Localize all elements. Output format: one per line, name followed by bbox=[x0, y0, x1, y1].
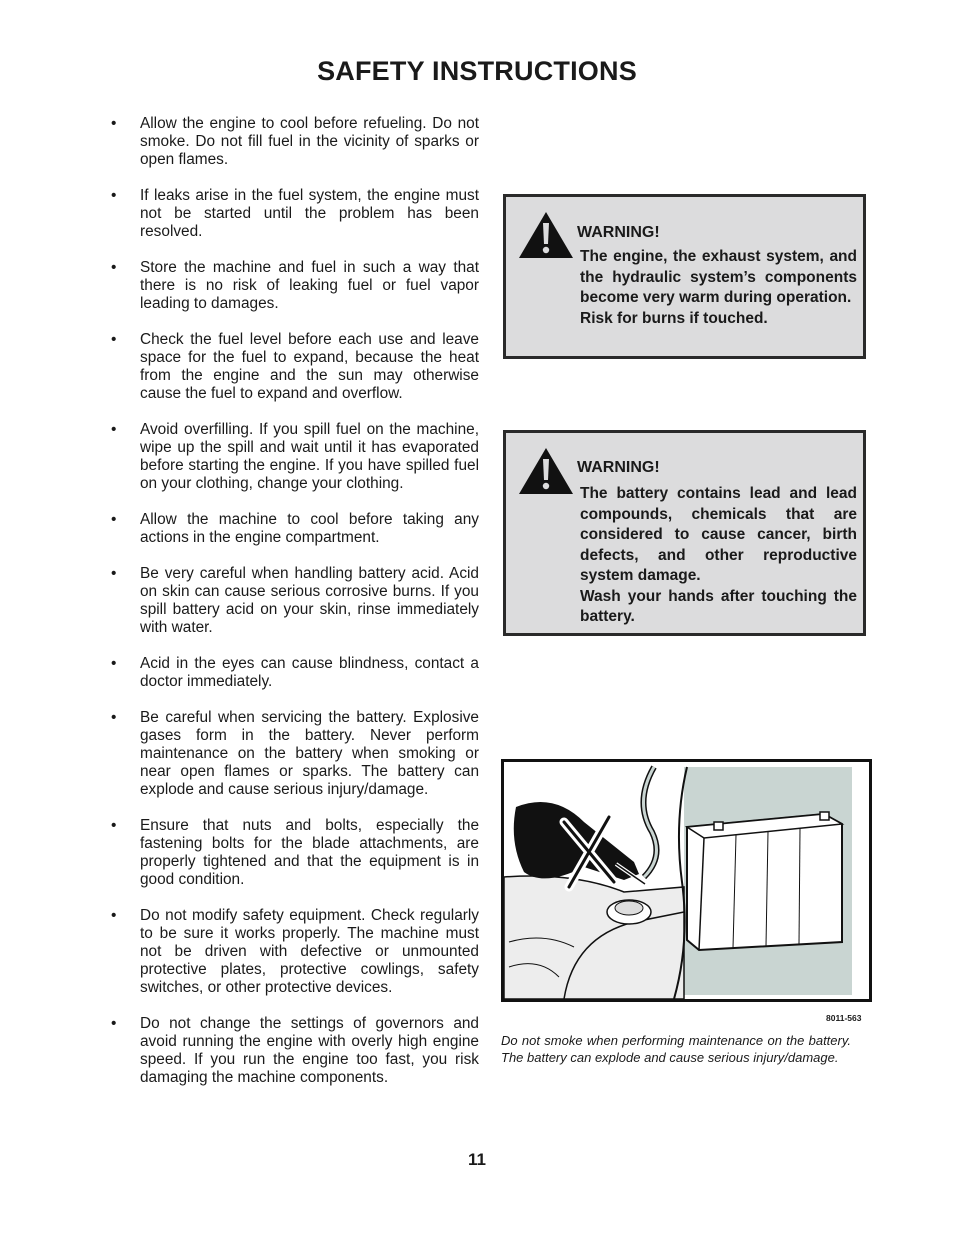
bullet-item bbox=[109, 655, 479, 691]
bullet-text: Check the fuel level before each use and leave space for the fuel to expand, because the heat from the engine and the sun may otherwise cause the fuel to expand and overflow. bbox=[140, 331, 479, 402]
page-title: SAFETY INSTRUCTIONS bbox=[317, 56, 637, 86]
bullet-item bbox=[109, 565, 479, 637]
bullet-text: Avoid overfilling. If you spill fuel on the machine, wipe up the spill and wait until it has evaporated before starting the engine. If you have spilled fuel on your clothing, change your clothing. bbox=[140, 421, 479, 492]
warning-heading: WARNING! bbox=[577, 224, 660, 241]
bullet-item bbox=[109, 421, 479, 493]
bullet-item bbox=[109, 187, 479, 241]
bullet-marker: • bbox=[111, 259, 117, 276]
bullet-marker: • bbox=[111, 1015, 117, 1032]
bullet-marker: • bbox=[111, 655, 117, 672]
figure-code: 8011-563 bbox=[826, 1013, 862, 1023]
warning-triangle-icon bbox=[518, 447, 574, 495]
bullet-item bbox=[109, 259, 479, 313]
bullet-text: Be careful when servicing the battery. Explosive gases form in the battery. Never perform maintenance on the battery when smoking or near open flames or sparks. The battery can explode and cause serious injury/damage. bbox=[140, 709, 479, 798]
warning-box-hot-surfaces bbox=[503, 194, 866, 359]
warning-text: The engine, the exhaust system, and the hydraulic system’s components become very warm during operation. Risk for burns if touched. bbox=[580, 248, 857, 327]
bullet-marker: • bbox=[111, 187, 117, 204]
bullet-item bbox=[109, 817, 479, 889]
bullet-text: Do not modify safety equipment. Check regularly to be sure it works properly. The machine must not be driven with defective or unmounted protective plates, protective cowlings, safety switches, or other protective devices. bbox=[140, 907, 479, 996]
bullet-marker: • bbox=[111, 331, 117, 348]
bullet-item bbox=[109, 907, 479, 997]
warning-heading: WARNING! bbox=[577, 459, 660, 476]
bullet-text: Do not change the settings of governors and avoid running the engine with overly high engine speed. If you run the engine too fast, you risk damaging the machine components. bbox=[140, 1015, 479, 1086]
bullet-text: Allow the machine to cool before taking any actions in the engine compartment. bbox=[140, 511, 479, 546]
bullet-marker: • bbox=[111, 511, 117, 528]
bullet-text: Acid in the eyes can cause blindness, contact a doctor immediately. bbox=[140, 655, 479, 690]
warning-triangle-icon bbox=[518, 211, 574, 259]
bullet-marker: • bbox=[111, 115, 117, 132]
bullet-marker: • bbox=[111, 565, 117, 582]
bullet-text: Allow the engine to cool before refueling. Do not smoke. Do not fill fuel in the vicinity of sparks or open flames. bbox=[140, 115, 479, 168]
bullet-text: Ensure that nuts and bolts, especially the fastening bolts for the blade attachments, are properly tightened and that the equipment is in good condition. bbox=[140, 817, 479, 888]
warning-text: The battery contains lead and lead compounds, chemicals that are considered to cause cancer, birth defects, and other reproductive system damage. Wash your hands after touching the battery. bbox=[580, 485, 857, 625]
bullet-item bbox=[109, 1015, 479, 1087]
bullet-marker: • bbox=[111, 907, 117, 924]
bullet-item bbox=[109, 709, 479, 799]
bullet-item bbox=[109, 331, 479, 403]
bullet-marker: • bbox=[111, 709, 117, 726]
battery-no-smoking-illustration bbox=[501, 759, 872, 1002]
bullet-item bbox=[109, 115, 479, 169]
figure-caption: Do not smoke when performing maintenance on the battery. The battery can explode and cause serious injury/damage. bbox=[501, 1033, 851, 1065]
bullet-marker: • bbox=[111, 421, 117, 438]
battery-illustration-image bbox=[504, 762, 869, 999]
bullet-item bbox=[109, 511, 479, 547]
bullet-marker: • bbox=[111, 817, 117, 834]
bullet-text: If leaks arise in the fuel system, the engine must not be started until the problem has been resolved. bbox=[140, 187, 479, 240]
bullet-text: Be very careful when handling battery acid. Acid on skin can cause serious corrosive burns. If you spill battery acid on your skin, rinse immediately with water. bbox=[140, 565, 479, 636]
bullet-text: Store the machine and fuel in such a way that there is no risk of leaking fuel or fuel vapor leading to damages. bbox=[140, 259, 479, 312]
page-number: 11 bbox=[468, 1150, 486, 1169]
warning-box-battery-lead bbox=[503, 430, 866, 636]
safety-bullet-list bbox=[109, 115, 479, 1105]
